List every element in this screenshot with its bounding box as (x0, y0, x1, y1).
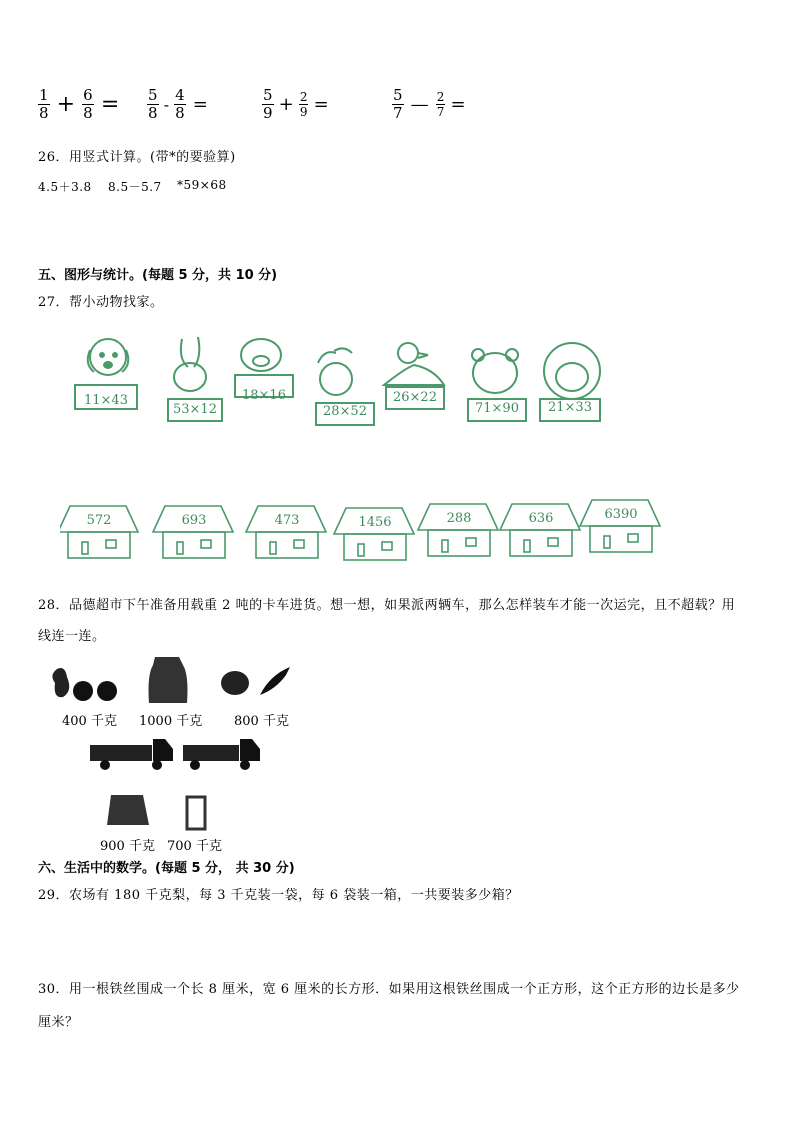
animal-label: 71×90 (475, 401, 519, 416)
house-number: 6390 (604, 507, 638, 522)
equals-sign: = (192, 94, 208, 115)
operator: - (163, 95, 170, 114)
question-30-line1: 30．用一根铁丝围成一个长 8 厘米，宽 6 厘米的长方形．如果用这根铁丝围成一个正方形，这个正方形的边长是多少 (38, 982, 740, 997)
numerator: 5 (148, 86, 158, 104)
house-number: 288 (446, 511, 472, 526)
equals-sign: = (313, 94, 329, 115)
house-number: 572 (86, 513, 112, 528)
numerator: 2 (436, 90, 445, 104)
section-5-heading: 五、图形与统计。(每题 5 分，共 10 分) (38, 268, 278, 283)
house-number: 636 (528, 511, 554, 526)
fraction-exercise-1 (38, 88, 121, 121)
denominator: 8 (83, 104, 93, 122)
denominator: 8 (148, 104, 158, 122)
numerator: 2 (299, 90, 308, 104)
denominator: 9 (263, 104, 273, 122)
animal-label: 26×22 (393, 390, 437, 405)
fraction-exercise-2 (147, 88, 210, 121)
animal-label: 21×33 (548, 400, 592, 415)
truck-icon (90, 739, 173, 770)
bag-icon (107, 795, 149, 825)
animal-label: 18×16 (242, 388, 286, 403)
denominator: 8 (39, 104, 49, 122)
question-27-title: 27．帮小动物找家。 (38, 295, 164, 310)
question-26-item: *59×68 (177, 178, 227, 192)
operator: — (410, 94, 429, 115)
denominator: 9 (299, 105, 308, 119)
fruit-icon (52, 668, 117, 701)
animal-label: 11×43 (84, 393, 128, 408)
weight-label: 800 千克 (234, 714, 289, 729)
fraction-exercise-4 (392, 88, 466, 121)
equals-sign: = (100, 92, 120, 117)
denominator: 7 (393, 104, 403, 122)
weight-label: 1000 千克 (139, 714, 203, 729)
animal-label: 53×12 (173, 402, 217, 417)
house-number: 473 (274, 513, 300, 528)
operator: + (278, 94, 294, 115)
question-26-item: 8.5－5.7 (108, 180, 162, 194)
question-28-line2: 线连一连。 (38, 629, 106, 644)
equals-sign: = (450, 94, 466, 115)
denominator: 8 (175, 104, 185, 122)
house-number: 1456 (358, 515, 392, 530)
question-26-item: 4.5＋3.8 (38, 180, 92, 194)
question-29: 29．农场有 180 千克梨，每 3 千克装一袋，每 6 袋装一箱，一共要装多少箱？ (38, 888, 519, 903)
question-30-line2: 厘米？ (38, 1015, 79, 1030)
fraction-exercise-3 (262, 88, 329, 121)
numerator: 1 (39, 86, 49, 104)
house-number: 693 (181, 513, 207, 528)
denominator: 7 (436, 105, 445, 119)
houses-illustration (60, 498, 665, 563)
sack-icon (149, 657, 188, 703)
weight-label: 700 千克 (167, 839, 222, 854)
numerator: 6 (83, 86, 93, 104)
weight-label: 400 千克 (62, 714, 117, 729)
numerator: 5 (393, 86, 403, 104)
question-26-title: 26．用竖式计算。(带*的要验算) (38, 150, 236, 165)
numerator: 4 (175, 86, 185, 104)
truck-icon (183, 739, 260, 770)
weight-label: 900 千克 (100, 839, 155, 854)
operator: + (56, 92, 76, 117)
question-28-line1: 28．品德超市下午准备用载重 2 吨的卡车进货。想一想，如果派两辆车，那么怎样装车才能一次运完，且不超载？用 (38, 598, 736, 613)
animal-label: 28×52 (323, 404, 367, 419)
numerator: 5 (263, 86, 273, 104)
section-6-heading: 六、生活中的数学。(每题 5 分， 共 30 分) (38, 861, 295, 876)
barrel-icon (187, 797, 205, 829)
vegetables-icon (221, 667, 290, 695)
goods-illustration (45, 655, 305, 835)
